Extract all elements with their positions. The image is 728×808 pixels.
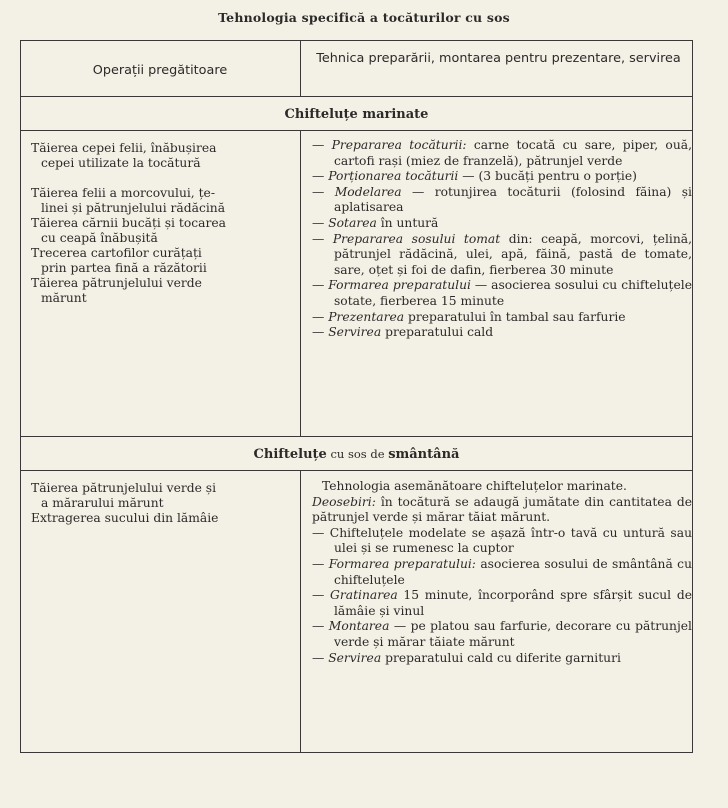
step-item: — Porționarea tocăturii — (3 bucăți pentru o porție) — [312, 169, 637, 184]
step-item: — Sotarea în untură — [312, 215, 439, 230]
step-item: — Chifteluțele modelate se așază într-o tavă cu untură sau ulei și se rumenesc la cuptor — [312, 525, 692, 556]
step-item: — Formarea preparatului: asocierea sosului de smântână cu chifteluțele — [312, 556, 692, 587]
step-item: — Modelarea — rotunjirea tocăturii (folosind făina) și aplatisarea — [312, 184, 692, 215]
header-col-operations: Operații pregătitoare — [92, 63, 228, 78]
steps-list-marinate — [312, 138, 692, 341]
prep-item: Tăierea pătrunjelului verde mărunt — [31, 276, 202, 305]
step-item: — Montarea — pe platou sau farfurie, decorare cu pătrunjel verde și mărar tăiate mărunt — [312, 619, 692, 649]
prep-list-marinate — [31, 141, 299, 306]
section-title-marinate: Chifteluțe marinate — [284, 107, 429, 122]
step-item: — Servirea preparatului cald — [312, 325, 494, 340]
prep-item: Tăierea felii a morcovului, țe- linei și pătrunjelului rădăcină — [31, 186, 226, 215]
step-item: — Formarea preparatului — asocierea sosului cu chifteluțele sotate, fierberea 15 minute — [312, 278, 692, 308]
step-item: — Prezentarea preparatului în tambal sau farfurie — [312, 309, 626, 324]
page-title: Tehnologia specifică a tocăturilor cu sos — [218, 10, 510, 25]
prep-item: Trecerea cartofilor curățați prin partea fină a răzătorii — [31, 246, 207, 275]
prep-list-smantana — [31, 481, 299, 526]
prep-item: Tăierea cărnii bucăți și tocarea cu ceapă înăbușită — [31, 216, 226, 245]
step-item: — Prepararea sosului tomat din: ceapă, morcovi, țelină, pătrunjel rădăcină, ulei, apă, făină, pastă de tomate, sare, oțet și foi de dafin, fierberea 30 minute — [312, 231, 692, 277]
steps-list-smantana — [312, 479, 692, 666]
step-item: — Prepararea tocăturii: carne tocată cu sare, piper, ouă, cartofi rași (miez de franzelă), pătrunjel verde — [312, 138, 692, 168]
header-col-technique: Tehnica preparării, montarea pentru prezentare, servirea — [316, 51, 681, 66]
step-item: — Gratinarea 15 minute, încorporând spre sfârșit sucul de lămâie și vinul — [312, 588, 692, 618]
prep-item: Tăierea cepei felii, înăbușirea cepei utilizate la tocătură — [31, 141, 217, 170]
prep-item: Extragerea sucului din lămâie — [31, 511, 219, 525]
prep-item: Tăierea pătrunjelului verde și a mărarului mărunt — [31, 481, 217, 510]
step-item: Deosebiri: în tocătură se adaugă jumătate din cantitatea de pătrunjel verde și mărar tăiat mărunt. — [312, 494, 692, 525]
step-item: Tehnologia asemănătoare chifteluțelor marinate. — [322, 479, 627, 493]
step-item: — Servirea preparatului cald cu diferite garnituri — [312, 650, 621, 665]
section-title-smantana: Chifteluțe cu sos de smântână — [253, 447, 460, 462]
technology-table — [20, 40, 693, 753]
